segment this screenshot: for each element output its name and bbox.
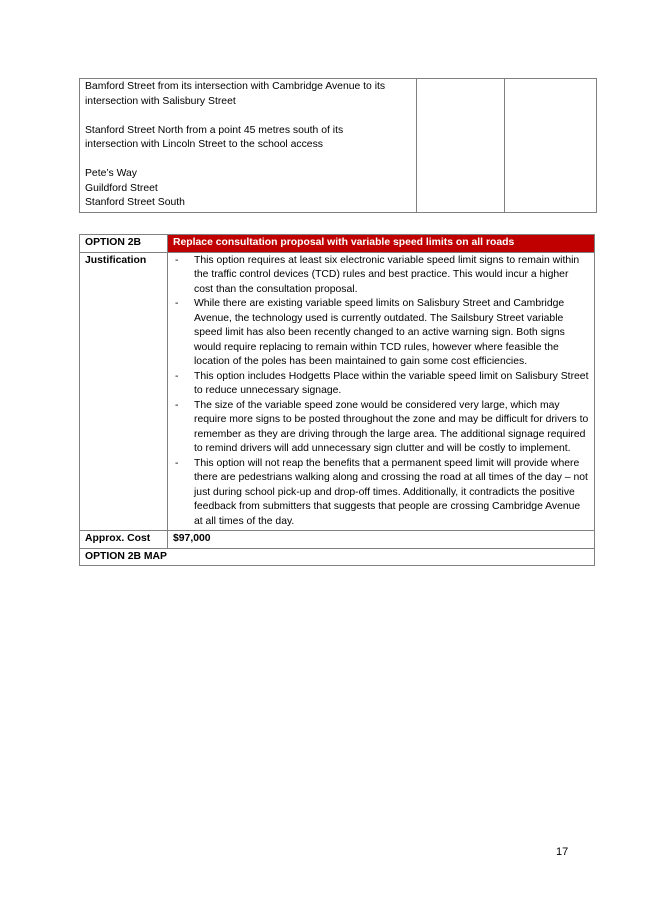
streets-cell: [80, 79, 417, 213]
street-line: Guildford Street: [85, 182, 158, 194]
justification-cell: [168, 252, 595, 531]
street-line: Stanford Street North from a point 45 metres south of its: [85, 124, 344, 136]
table-row: [80, 235, 595, 253]
list-item: - This option requires at least six electronic variable speed limit signs to remain within the traffic control devices (TCD) rules and best practice. This would incur a higher cost than the consultation proposal.: [173, 254, 590, 298]
street-line: Stanford Street South: [85, 197, 185, 208]
table-row: [80, 79, 597, 213]
justification-label: Justification: [80, 252, 168, 531]
option-id-label: OPTION 2B: [80, 235, 168, 253]
list-item: - This option includes Hodgetts Place within the variable speed limit on Salisbury Street to reduce unnecessary signage.: [173, 370, 590, 399]
list-item: - While there are existing variable speed limits on Salisbury Street and Cambridge Avenue, the technology used is currently outdated. The Sailsbury Street variable speed limit has also been recently changed to an active warning sign. Both signs would require replacing to remain within TCD rules, however where feasible the location of the poles has been maintained to gain some cost efficiencies.: [173, 297, 590, 370]
streets-table: [79, 78, 597, 213]
table-row: [80, 252, 595, 531]
cost-value: $97,000: [168, 531, 595, 549]
list-item: - The size of the variable speed zone would be considered very large, which may require more signs to be posted throughout the zone and may be difficult for drivers to remember as they are driving through the large area. The additional signage required to remind drivers will add unnecessary sign clutter and will be costly to implement.: [173, 399, 590, 457]
option-title: Replace consultation proposal with variable speed limits on all roads: [168, 235, 595, 253]
street-line: Bamford Street from its intersection with Cambridge Avenue to its: [85, 81, 386, 92]
cost-label: Approx. Cost: [80, 531, 168, 549]
street-line: Pete’s Way: [85, 168, 137, 179]
empty-cell: [505, 79, 597, 213]
map-label: OPTION 2B MAP: [80, 548, 595, 566]
list-item: - This option will not reap the benefits that a permanent speed limit will provide where there are pedestrians walking along and crossing the road at all times of the day – not just during school pick-up and drop-off times. Additionally, it contradicts the positive feedback from submitters that suggests that people are crossing Cambridge Avenue at all times of the day.: [173, 457, 590, 530]
justification-list: [173, 254, 590, 530]
page-number: 17: [556, 846, 569, 858]
table-row: [80, 531, 595, 549]
empty-cell: [417, 79, 505, 213]
street-line: intersection with Salisbury Street: [85, 95, 236, 107]
option-table: [79, 234, 595, 566]
table-row: [80, 548, 595, 566]
street-line: intersection with Lincoln Street to the school access: [85, 139, 323, 150]
